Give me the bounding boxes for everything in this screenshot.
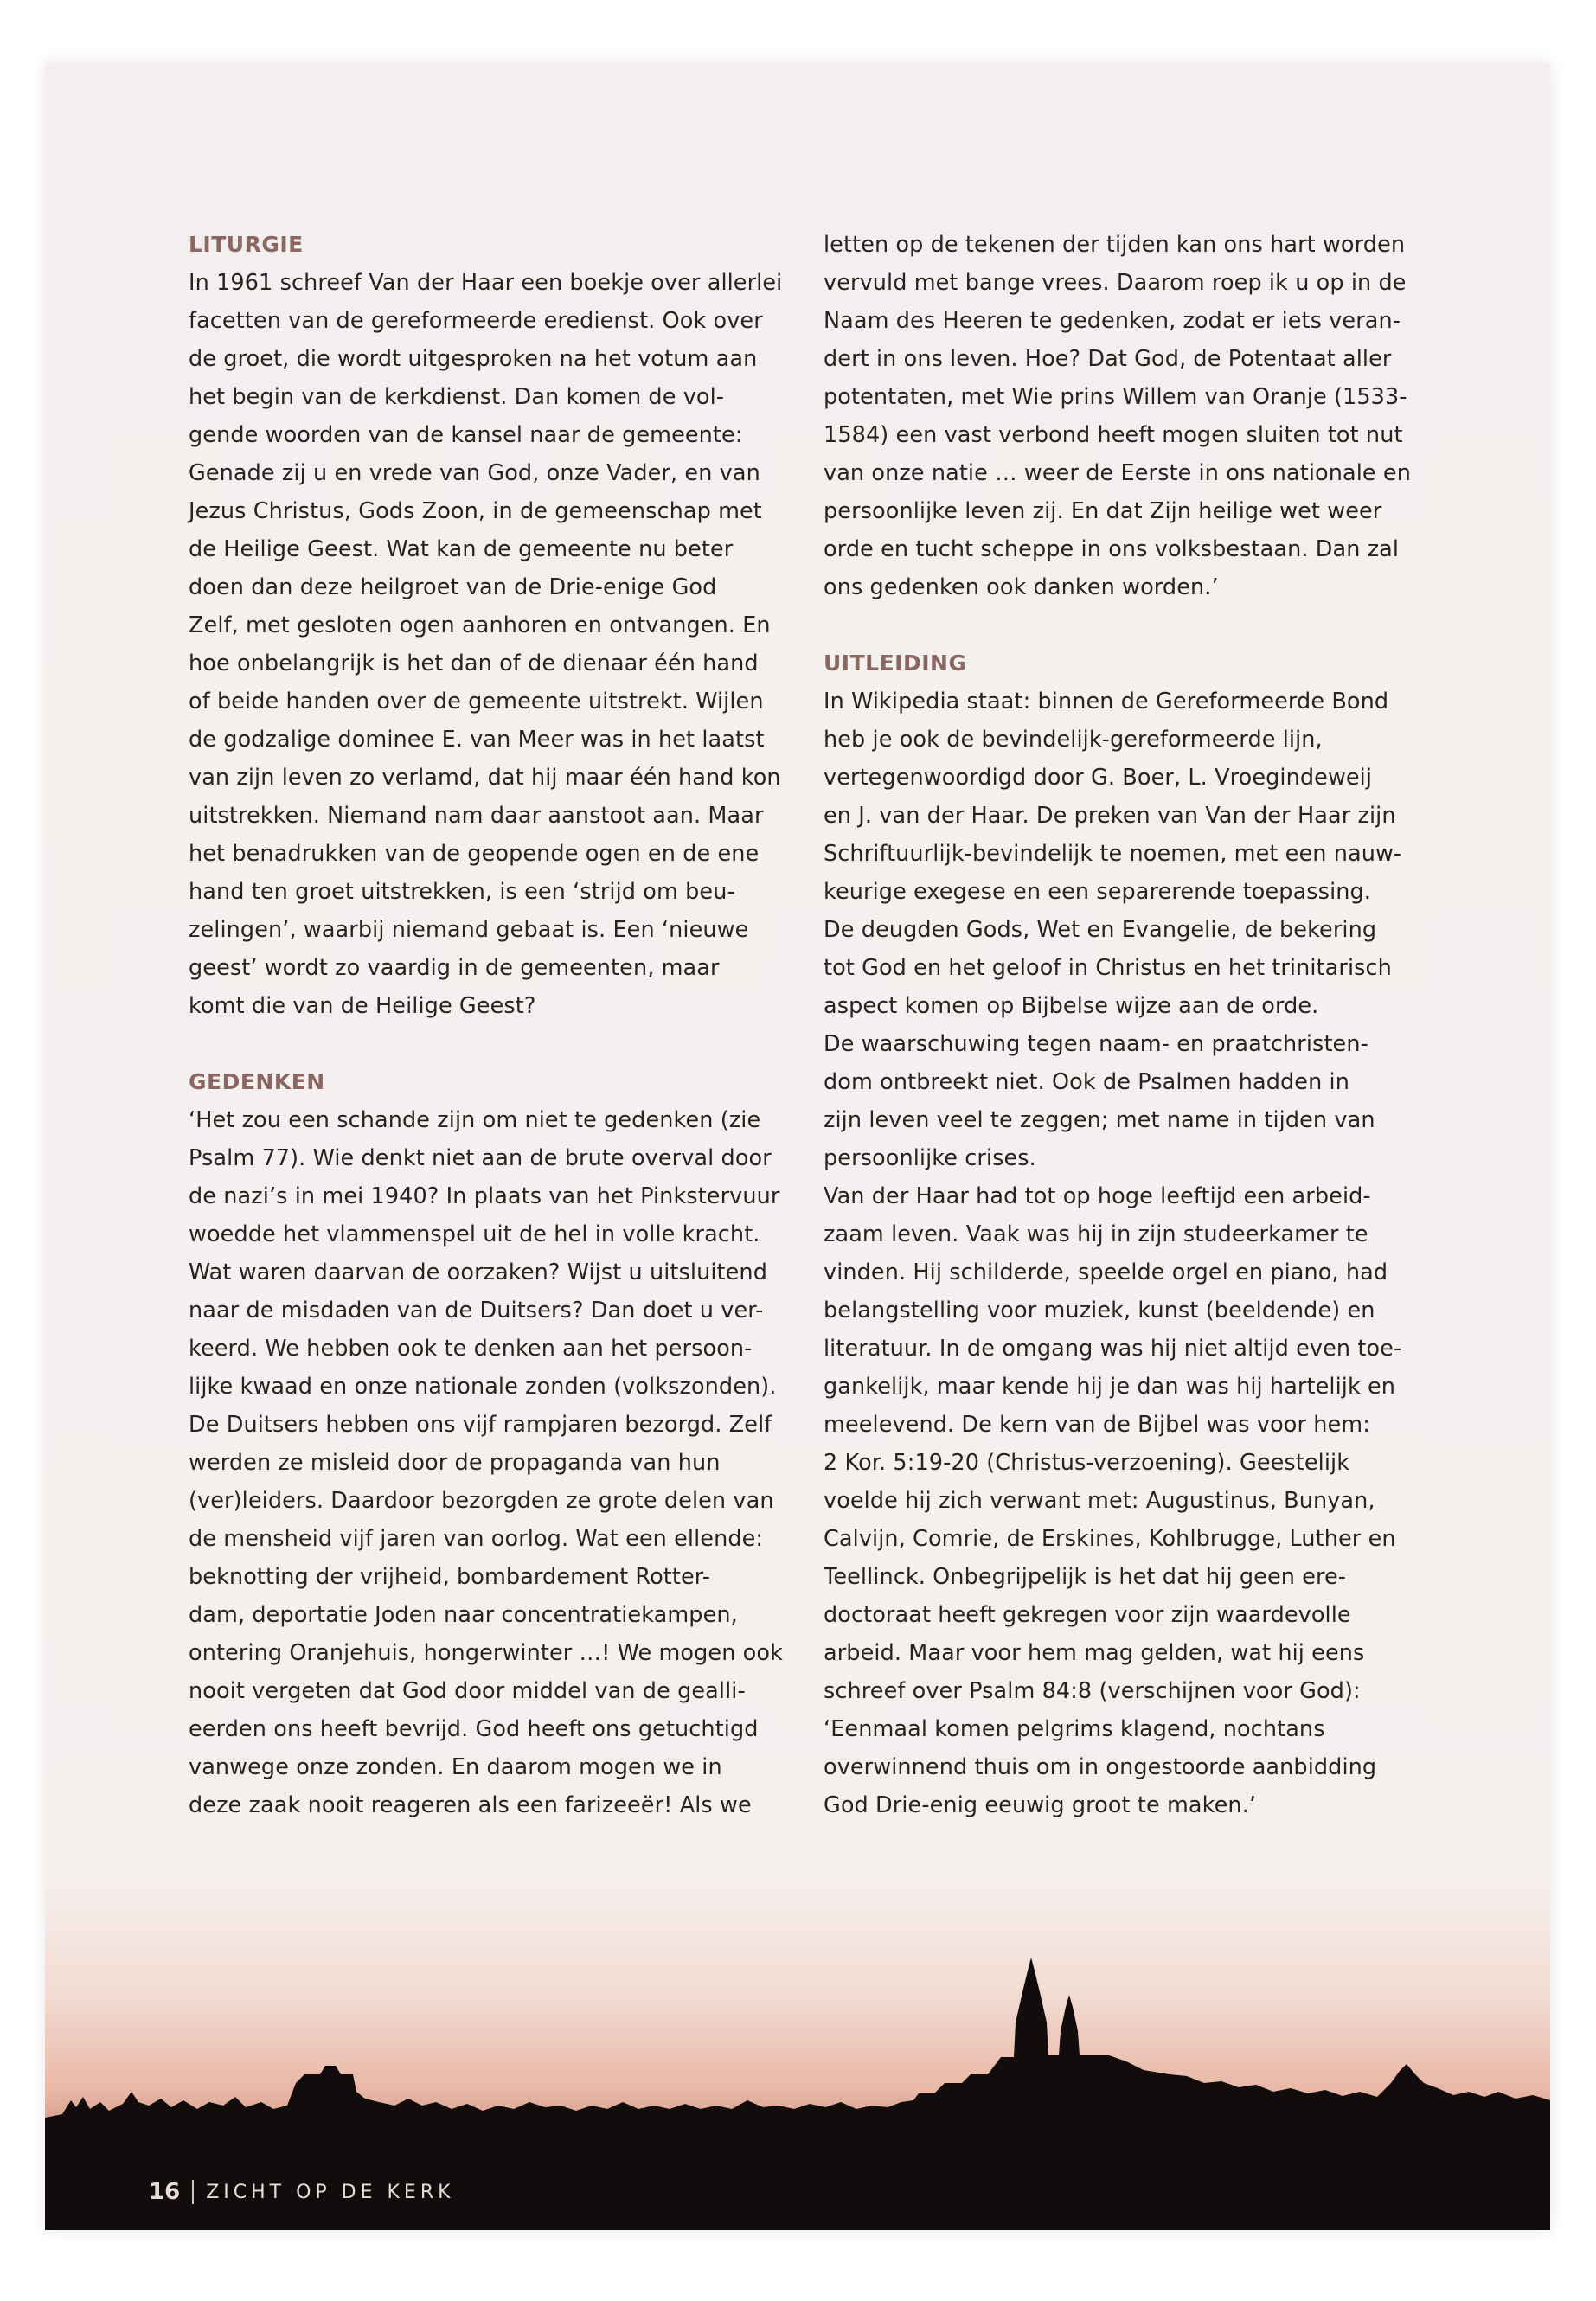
section-heading-liturgie: LITURGIE [189,232,304,257]
liturgie-paragraph: In 1961 schreef Van der Haar een boekje over allerlei facetten van de gereformeerde eredienst. Ook over de groet, die wordt uitgesproken na het votum aan het begin van de kerkdienst. Dan komen de vol- gende woorden van de kansel naar de gemeente: Genade zij u en vrede van God, onze Vader, en van Jezus Christus, Gods Zoon, in de gemeenschap met de Heilige Geest. Wat kan de gemeente nu beter doen dan deze heilgroet van de Drie-enige God Zelf, met gesloten ogen aanhoren en ontvangen. En hoe onbelangrijk is het dan of de dienaar één hand of beide handen over de gemeente uitstrekt. Wijlen de godzalige dominee E. van Meer was in het laatst van zijn leven zo verlamd, dat hij maar één hand kon uitstrekken. Niemand nam daar aanstoot aan. Maar het benadrukken van de geopende ogen en de ene hand ten groet uitstrekken, is een ‘strijd om beu- zelingen’, waarbij niemand gebaat is. Een ‘nieuwe geest’ wordt zo vaardig in de gemeenten, maar komt die van de Heilige Geest? [189,270,783,1019]
gedenken-paragraph: ‘Het zou een schande zijn om niet te gedenken (zie Psalm 77). Wie denkt niet aan de brute overval door de nazi’s in mei 1940? In plaats van het Pinkstervuur woedde het vlammenspel uit de hel in volle kracht. Wat waren daarvan de oorzaken? Wijst u uitsluitend naar de misdaden van de Duitsers? Dan doet u ver- keerd. We hebben ook te denken aan het persoon- lijke kwaad en onze nationale zonden (volkszonden). De Duitsers hebben ons vijf rampjaren bezorgd. Zelf werden ze misleid door de propaganda van hun (ver)leiders. Daardoor bezorgden ze grote delen van de mensheid vijf jaren van oorlog. Wat een ellende: beknotting der vrijheid, bombardement Rotter- dam, deportatie Joden naar concentratiekampen, ontering Oranjehuis, hongerwinter …! We mogen ook nooit vergeten dat God door middel van de gealli- eerden ons heeft bevrijd. God heeft ons getuchtigd vanwege onze zonden. En daarom mogen we in deze zaak nooit reageren als een farizeeër! Als we [189,1107,783,1818]
section-heading-uitleiding: UITLEIDING [824,651,967,676]
uitleiding-paragraph-2: De waarschuwing tegen naam- en praatchristen- dom ontbreekt niet. Ook de Psalmen hadden in zijn leven veel te zeggen; met name in tijden van persoonlijke crises. [824,1031,1375,1171]
left-column [189,226,785,1824]
page-footer [149,2179,455,2205]
uitleiding-paragraph-1: In Wikipedia staat: binnen de Gereformeerde Bond heb je ook de bevindelijk-gereformeerde lijn, vertegenwoordigd door G. Boer, L. Vroegindeweij en J. van der Haar. De preken van Van der Haar zijn Schriftuurlijk-bevindelijk te noemen, met een nauw- keurige exegese en een separerende toepassing. De deugden Gods, Wet en Evangelie, de bekering tot God en het geloof in Christus en het trinitarisch aspect komen op Bijbelse wijze aan de orde. [824,689,1402,1019]
gedenken-continuation-paragraph: letten op de tekenen der tijden kan ons hart worden vervuld met bange vrees. Daarom roep ik u op in de Naam des Heeren te gedenken, zodat er iets veran- dert in ons leven. Hoe? Dat God, de Potentaat aller potentaten, met Wie prins Willem van Oranje (1533- 1584) een vast verbond heeft mogen sluiten tot nut van onze natie … weer de Eerste in ons nationale en persoonlijke leven zij. En dat Zijn heilige wet weer orde en tucht scheppe in ons volksbestaan. Dan zal ons gedenken ook danken worden.’ [824,232,1411,600]
section-heading-gedenken: GEDENKEN [189,1069,325,1094]
magazine-page [45,63,1550,2230]
footer-divider [192,2180,194,2204]
right-column [824,226,1420,1824]
uitleiding-paragraph-3: Van der Haar had tot op hoge leeftijd een arbeid- zaam leven. Vaak was hij in zijn studeerkamer te vinden. Hij schilderde, speelde orgel en piano, had belangstelling voor muziek, kunst (beeldende) en literatuur. In de omgang was hij niet altijd even toe- gankelijk, maar kende hij je dan was hij hartelijk en meelevend. De kern van de Bijbel was voor hem: 2 Kor. 5:19-20 (Christus-verzoening). Geestelijk voelde hij zich verwant met: Augustinus, Bunyan, Calvijn, Comrie, de Erskines, Kohlbrugge, Luther en Teellinck. Onbegrijpelijk is het dat hij geen ere- doctoraat heeft gekregen voor zijn waardevolle arbeid. Maar voor hem mag gelden, wat hij eens schreef over Psalm 84:8 (verschijnen voor God): ‘Eenmaal komen pelgrims klagend, nochtans overwinnend thuis om in ongestoorde aanbidding God Drie-enig eeuwig groot te maken.’ [824,1183,1402,1818]
page-number: 16 [149,2179,181,2205]
magazine-title: ZICHT OP DE KERK [206,2181,455,2203]
